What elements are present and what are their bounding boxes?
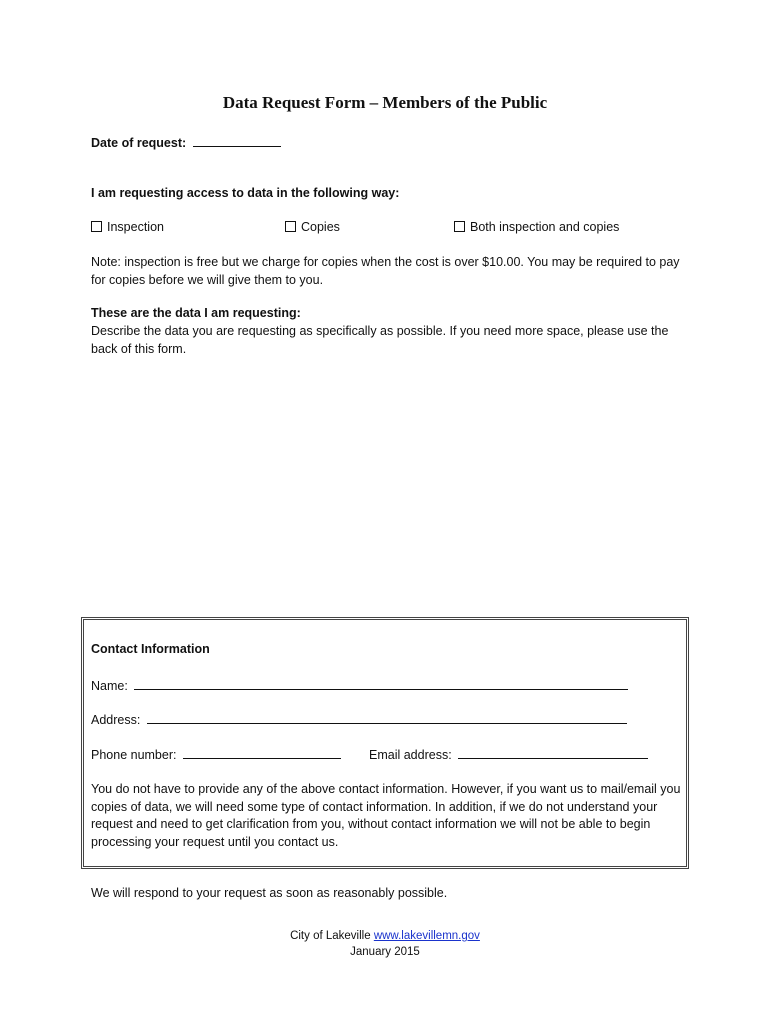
- both-checkbox[interactable]: [454, 221, 465, 232]
- phone-field[interactable]: [183, 746, 341, 759]
- access-method-heading: I am requesting access to data in the following way:: [91, 186, 400, 200]
- both-label: Both inspection and copies: [470, 220, 620, 234]
- footer-website-link[interactable]: www.lakevillemn.gov: [373, 930, 480, 942]
- footer-date: January 2015: [350, 946, 420, 958]
- inspection-checkbox[interactable]: [91, 221, 102, 232]
- date-of-request-row: [91, 134, 281, 150]
- contact-information-box: [81, 617, 689, 869]
- name-row: [91, 677, 628, 693]
- cost-note: Note: inspection is free but we charge for copies when the cost is over $10.00. You may be required to pay for copies before we will give them to you.: [91, 255, 680, 287]
- inspection-label: Inspection: [107, 220, 164, 234]
- option-both[interactable]: [454, 220, 619, 234]
- copies-label: Copies: [301, 220, 340, 234]
- date-of-request-field[interactable]: [193, 134, 281, 147]
- address-row: [91, 711, 627, 727]
- copies-checkbox[interactable]: [285, 221, 296, 232]
- option-copies[interactable]: [285, 220, 340, 234]
- footer-city-line: [0, 928, 770, 944]
- footer-city: City of Lakeville: [290, 930, 371, 942]
- data-requested-instructions: Describe the data you are requesting as specifically as possible. If you need more space, please use the back of this form.: [91, 324, 669, 356]
- phone-label: Phone number:: [91, 748, 177, 762]
- email-field[interactable]: [458, 746, 648, 759]
- contact-disclaimer: You do not have to provide any of the above contact information. However, if you want us to mail/email you copies of data, we will need some type of contact information. In addition, if we do not understand your request and need to get clarification from you, without contact information we will not be able to begin processing your request until you contact us.: [91, 782, 681, 849]
- name-label: Name:: [91, 679, 128, 693]
- address-field[interactable]: [147, 711, 627, 724]
- response-note: We will respond to your request as soon as reasonably possible.: [91, 886, 448, 900]
- name-field[interactable]: [134, 677, 628, 690]
- date-of-request-label: Date of request:: [91, 136, 187, 150]
- option-inspection[interactable]: [91, 220, 164, 234]
- email-row: [369, 746, 648, 762]
- address-label: Address:: [91, 713, 141, 727]
- email-label: Email address:: [369, 748, 452, 762]
- data-requested-heading: These are the data I am requesting:: [91, 306, 301, 320]
- page-title: Data Request Form – Members of the Public: [222, 93, 548, 112]
- contact-heading: Contact Information: [91, 642, 210, 656]
- data-description-area[interactable]: [91, 365, 681, 605]
- phone-row: [91, 746, 341, 762]
